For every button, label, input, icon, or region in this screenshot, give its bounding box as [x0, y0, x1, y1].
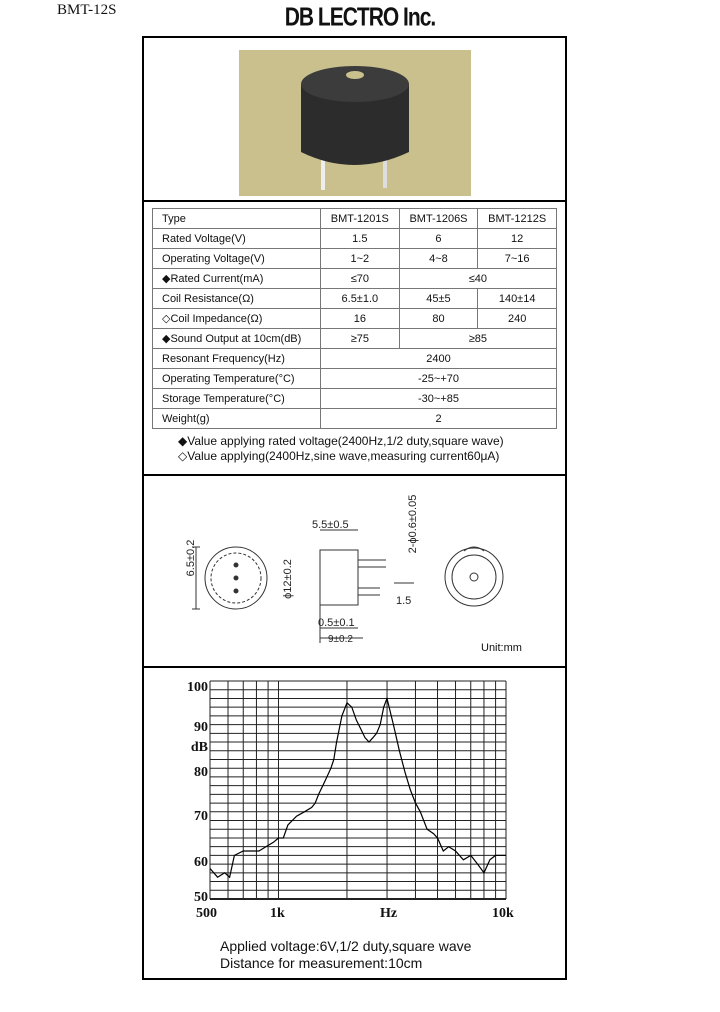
row-label: ◆Sound Output at 10cm(dB) [153, 329, 321, 349]
cell: 2 [321, 409, 557, 429]
cell: 1.5 [321, 229, 400, 249]
cell: ≤70 [321, 269, 400, 289]
cell: 140±14 [478, 289, 557, 309]
cell: 2400 [321, 349, 557, 369]
cell: 12 [478, 229, 557, 249]
row-label: Resonant Frequency(Hz) [153, 349, 321, 369]
cell: 7~16 [478, 249, 557, 269]
cell: 6 [399, 229, 478, 249]
dim-base: 0.5±0.1 [318, 617, 355, 629]
row-label: Rated Voltage(V) [153, 229, 321, 249]
x-tick-label: 10k [492, 906, 514, 921]
row-label: Operating Voltage(V) [153, 249, 321, 269]
dim-diameter: ϕ12±0.2 [282, 559, 294, 599]
cell: -30~+85 [321, 389, 557, 409]
row-label: ◆Rated Current(mA) [153, 269, 321, 289]
dim-pin-length: 5.5±0.5 [312, 519, 349, 531]
column-header: BMT-1212S [478, 209, 557, 229]
y-tick-label: 50 [194, 890, 208, 905]
caption-voltage: Applied voltage:6V,1/2 duty,square wave [220, 938, 472, 954]
dim-height: 6.5±0.2 [185, 539, 197, 577]
caption-distance: Distance for measurement:10cm [220, 955, 423, 971]
cell: 80 [399, 309, 478, 329]
model-code: BMT-12S [57, 2, 117, 18]
cell: -25~+70 [321, 369, 557, 389]
cell: ≤40 [399, 269, 556, 289]
cell: ≥75 [321, 329, 400, 349]
column-header: Type [153, 209, 321, 229]
row-label: Storage Temperature(°C) [153, 389, 321, 409]
x-axis-label: Hz [380, 906, 398, 921]
y-tick-label: 80 [194, 765, 208, 780]
frequency-response-chart [144, 38, 565, 978]
column-header: BMT-1206S [399, 209, 478, 229]
cell: 45±5 [399, 289, 478, 309]
dim-pin-dia: 2-ϕ0.6±0.05 [407, 494, 419, 554]
x-tick-label: 500 [196, 906, 217, 921]
cell: 6.5±1.0 [321, 289, 400, 309]
x-tick-label: 1k [270, 906, 285, 921]
y-axis-label: dB [190, 740, 208, 755]
dim-width: 9±0.2 [328, 634, 353, 645]
brand-logo: DB LECTRO Inc. [284, 3, 436, 32]
cell: 240 [478, 309, 557, 329]
y-tick-label: 60 [194, 855, 208, 870]
series-line-sound-pressure [210, 698, 506, 877]
note-sine-wave: ◇Value applying(2400Hz,sine wave,measuring current60μA) [178, 449, 500, 463]
y-tick-label: 90 [194, 720, 208, 735]
cell: 4~8 [399, 249, 478, 269]
cell: ≥85 [399, 329, 556, 349]
column-header: BMT-1201S [321, 209, 400, 229]
cell: 1~2 [321, 249, 400, 269]
y-tick-label: 70 [194, 809, 208, 824]
row-label: ◇Coil Impedance(Ω) [153, 309, 321, 329]
note-rated-voltage: ◆Value applying rated voltage(2400Hz,1/2 duty,square wave) [178, 434, 504, 448]
dim-pin-gap: 1.5 [396, 595, 412, 607]
row-label: Weight(g) [153, 409, 321, 429]
chart-caption [220, 938, 471, 972]
row-label: Coil Resistance(Ω) [153, 289, 321, 309]
row-label: Operating Temperature(°C) [153, 369, 321, 389]
unit-label: Unit:mm [481, 642, 522, 654]
datasheet-frame [142, 36, 567, 980]
y-tick-label: 100 [187, 680, 208, 695]
cell: 16 [321, 309, 400, 329]
